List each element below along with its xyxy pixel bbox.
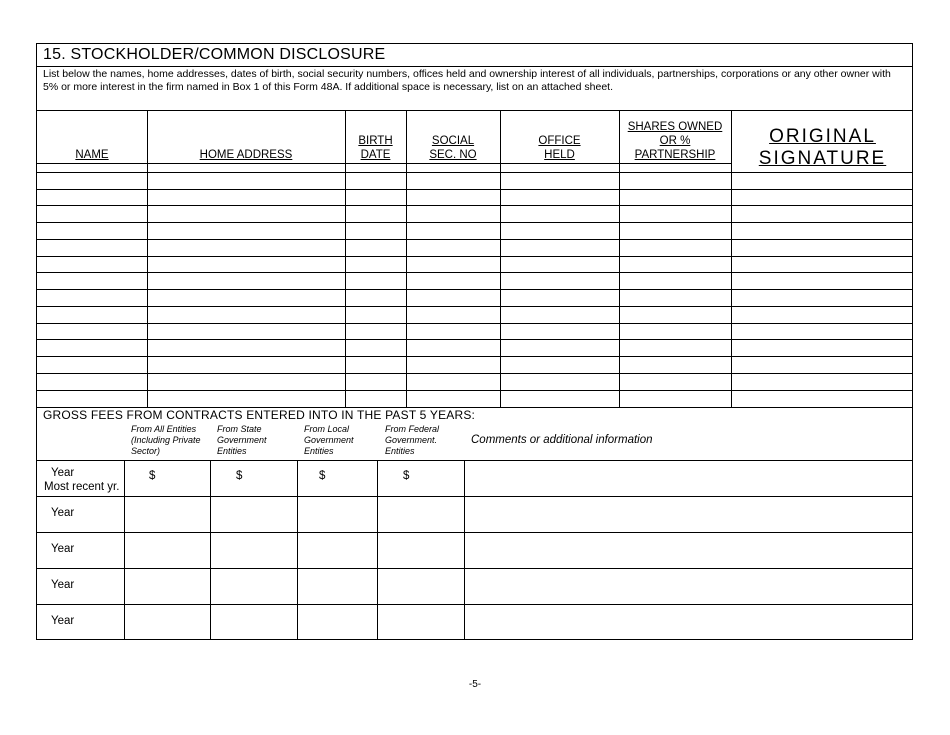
col-header-birth-line2: DATE bbox=[360, 149, 391, 161]
fees-col-header-all-line1: From All Entities bbox=[131, 424, 197, 434]
col-header-name: NAME bbox=[75, 149, 109, 161]
fees-col-header-all bbox=[131, 424, 201, 457]
header-bottom-line bbox=[37, 163, 731, 164]
col-header-birth bbox=[345, 134, 406, 162]
fees-col-divider bbox=[124, 460, 125, 640]
fees-col-header-all-line3: Sector) bbox=[131, 446, 161, 456]
dollar-state: $ bbox=[236, 470, 243, 482]
row-line bbox=[37, 205, 912, 206]
col-header-signature bbox=[731, 126, 914, 170]
dollar-federal: $ bbox=[403, 470, 410, 482]
fees-row-line bbox=[37, 604, 912, 605]
fees-col-header-state-line1: From State bbox=[217, 424, 262, 434]
col-header-ssn bbox=[406, 134, 500, 162]
col-header-shares bbox=[619, 120, 731, 162]
dollar-all: $ bbox=[149, 470, 156, 482]
fees-col-header-federal-line1: From Federal bbox=[385, 424, 440, 434]
page-number: -5- bbox=[468, 679, 482, 690]
fees-col-header-federal bbox=[385, 424, 439, 457]
col-header-office-line2: HELD bbox=[544, 149, 575, 161]
dollar-local: $ bbox=[319, 470, 326, 482]
fees-col-header-local bbox=[304, 424, 354, 457]
col-header-address: HOME ADDRESS bbox=[199, 149, 293, 161]
fees-row-line bbox=[37, 496, 912, 497]
row-line bbox=[37, 272, 912, 273]
year-label: Year bbox=[51, 507, 75, 519]
row-line bbox=[37, 306, 912, 307]
col-header-signature-line2: SIGNATURE bbox=[758, 148, 887, 169]
stockholder-disclosure-form bbox=[36, 43, 913, 640]
row-line bbox=[37, 189, 912, 190]
col-header-office bbox=[500, 134, 619, 162]
year-label: Year bbox=[51, 579, 75, 591]
col-header-shares-line3: PARTNERSHIP bbox=[634, 149, 716, 161]
fees-col-header-local-line3: Entities bbox=[304, 446, 334, 456]
section-title: 15. STOCKHOLDER/COMMON DISCLOSURE bbox=[37, 44, 912, 67]
row-line bbox=[37, 172, 912, 173]
row-line bbox=[37, 373, 912, 374]
fees-comments-header: Comments or additional information bbox=[471, 434, 653, 446]
fees-col-divider bbox=[464, 460, 465, 640]
fees-row-line bbox=[37, 460, 912, 461]
fees-col-header-state-line2: Government bbox=[217, 435, 267, 445]
row-line bbox=[37, 289, 912, 290]
col-header-ssn-line1: SOCIAL bbox=[431, 135, 475, 147]
row-line bbox=[37, 339, 912, 340]
row-line bbox=[37, 222, 912, 223]
section-instructions: List below the names, home addresses, dates of birth, social security numbers, offices held and ownership interest of all individuals, partnerships, corporations or any other owner with 5% or more interest in the firm named in Box 1 of this Form 48A. If additional space is necessary, list on an attached sheet. bbox=[43, 68, 891, 93]
fees-row-line bbox=[37, 532, 912, 533]
fees-col-header-local-line2: Government bbox=[304, 435, 354, 445]
col-header-office-line1: OFFICE bbox=[538, 135, 581, 147]
header-top-line bbox=[37, 110, 912, 111]
col-header-shares-line2: OR % bbox=[659, 135, 691, 147]
year-label: Year bbox=[51, 615, 75, 627]
fees-col-divider bbox=[297, 460, 298, 640]
fees-col-header-state bbox=[217, 424, 267, 457]
fees-row-line bbox=[37, 568, 912, 569]
most-recent-label: Most recent yr. bbox=[44, 481, 120, 493]
row-line bbox=[37, 239, 912, 240]
year-label-recent: Year bbox=[51, 467, 75, 479]
row-line bbox=[37, 390, 912, 391]
col-header-ssn-line2: SEC. NO bbox=[429, 149, 477, 161]
row-line bbox=[37, 256, 912, 257]
fees-col-header-all-line2: (Including Private bbox=[131, 435, 201, 445]
fees-col-header-federal-line3: Entities bbox=[385, 446, 415, 456]
year-label: Year bbox=[51, 543, 75, 555]
fees-col-header-state-line3: Entities bbox=[217, 446, 247, 456]
row-line bbox=[37, 356, 912, 357]
fees-col-header-federal-line2: Government. bbox=[385, 435, 438, 445]
fees-col-divider bbox=[377, 460, 378, 640]
col-header-birth-line1: BIRTH bbox=[358, 135, 393, 147]
col-header-shares-line1: SHARES OWNED bbox=[627, 121, 723, 133]
fees-col-header-local-line1: From Local bbox=[304, 424, 350, 434]
fees-col-divider bbox=[210, 460, 211, 640]
row-line bbox=[37, 323, 912, 324]
col-header-signature-line1: ORIGINAL bbox=[769, 126, 876, 147]
gross-fees-title: GROSS FEES FROM CONTRACTS ENTERED INTO IN THE PAST 5 YEARS: bbox=[43, 408, 476, 422]
